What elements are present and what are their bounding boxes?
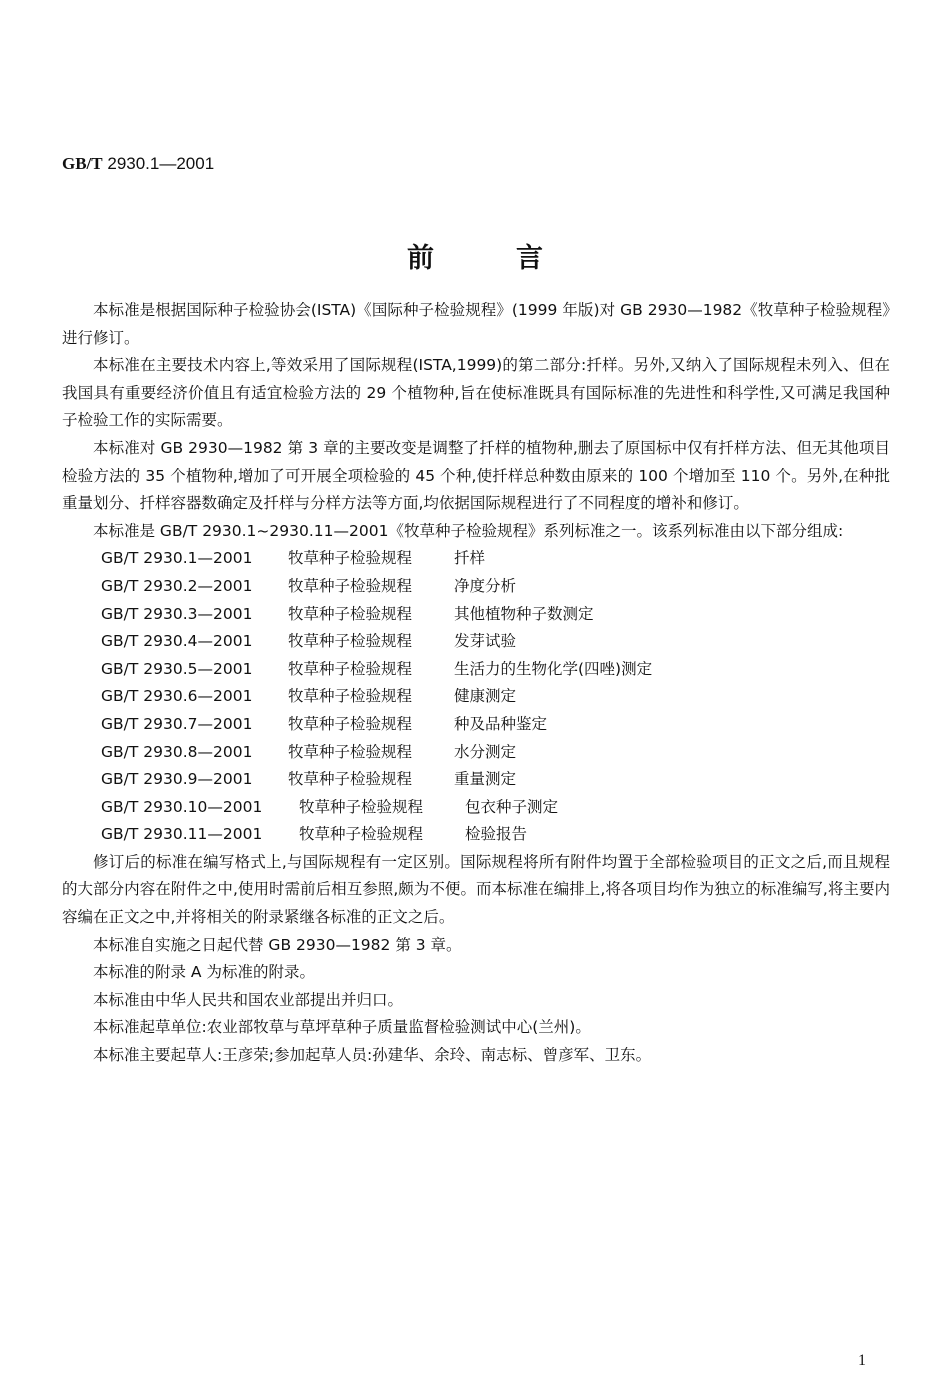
series-parts-list (62, 545, 890, 849)
list-item (101, 628, 890, 656)
part-topic: 其他植物种子数测定 (454, 604, 594, 623)
paragraph-appendix: 本标准的附录 A 为标准的附录。 (93, 963, 315, 982)
paragraph-proposer: 本标准由中华人民共和国农业部提出并归口。 (93, 990, 404, 1009)
list-item (101, 601, 890, 629)
part-topic: 健康测定 (454, 687, 517, 706)
part-series: 牧草种子检验规程 (288, 576, 413, 595)
foreword-body (62, 297, 890, 1070)
list-item (101, 739, 890, 767)
part-series: 牧草种子检验规程 (288, 714, 413, 733)
part-code: GB/T 2930.2—2001 (101, 576, 253, 595)
part-series: 牧草种子检验规程 (288, 549, 413, 568)
part-code: GB/T 2930.11—2001 (101, 825, 263, 844)
part-topic: 扦样 (454, 549, 486, 568)
part-topic: 重量测定 (454, 770, 517, 789)
part-code: GB/T 2930.4—2001 (101, 632, 253, 651)
part-code: GB/T 2930.3—2001 (101, 604, 253, 623)
list-item (101, 545, 890, 573)
standard-number (62, 154, 214, 174)
part-code: GB/T 2930.10—2001 (101, 797, 263, 816)
list-item (101, 794, 890, 822)
part-code: GB/T 2930.9—2001 (101, 770, 253, 789)
part-series: 牧草种子检验规程 (299, 797, 424, 816)
part-code: GB/T 2930.1—2001 (101, 549, 253, 568)
part-code: GB/T 2930.8—2001 (101, 742, 253, 761)
paragraph-drafters: 本标准主要起草人:王彦荣;参加起草人员:孙建华、余玲、南志标、曾彦军、卫东。 (93, 1046, 652, 1065)
part-topic: 净度分析 (454, 576, 517, 595)
part-topic: 包衣种子测定 (465, 797, 559, 816)
list-item (101, 821, 890, 849)
part-topic: 生活力的生物化学(四唑)测定 (454, 659, 653, 678)
paragraph-supersedes: 本标准自实施之日起代替 GB 2930—1982 第 3 章。 (93, 935, 462, 954)
part-topic: 检验报告 (465, 825, 528, 844)
paragraph-series: 本标准是 GB/T 2930.1~2930.11—2001《牧草种子检验规程》系列标准之一。该系列标准由以下部分组成: (93, 521, 844, 540)
list-item (101, 711, 890, 739)
paragraph-drafting-unit: 本标准起草单位:农业部牧草与草坪草种子质量监督检验测试中心(兰州)。 (93, 1018, 591, 1037)
page-title: 前言 (407, 243, 625, 274)
list-item (101, 766, 890, 794)
page-number: 1 (858, 1352, 866, 1369)
part-series: 牧草种子检验规程 (288, 632, 413, 651)
part-series: 牧草种子检验规程 (288, 604, 413, 623)
part-code: GB/T 2930.7—2001 (101, 714, 253, 733)
part-series: 牧草种子检验规程 (288, 659, 413, 678)
standard-prefix: GB/T (62, 154, 103, 173)
paragraph-changes: 本标准对 GB 2930—1982 第 3 章的主要改变是调整了扦样的植物种,删去了原国标中仅有扦样方法、但无其他项目检验方法的 35 个植物种,增加了可开展全项检验的 45 个种,使扦样总种数由原来的 100 个增加至 110 个。另外,在种批重量划分、扦样容器数确定及扦样与分样方法等方面,均依据国际规程进行了不同程度的增补和修订。 (62, 438, 890, 513)
part-code: GB/T 2930.5—2001 (101, 659, 253, 678)
part-series: 牧草种子检验规程 (288, 742, 413, 761)
part-topic: 水分测定 (454, 742, 517, 761)
list-item (101, 656, 890, 684)
paragraph-format: 修订后的标准在编写格式上,与国际规程有一定区别。国际规程将所有附件均置于全部检验项目的正文之后,而且规程的大部分内容在附件之中,使用时需前后相互参照,颇为不便。而本标准在编排上,将各项目均作为独立的标准编写,将主要内容编在正文之中,并将相关的附录紧继各标准的正文之后。 (62, 852, 890, 927)
list-item (101, 683, 890, 711)
part-series: 牧草种子检验规程 (288, 687, 413, 706)
list-item (101, 573, 890, 601)
part-code: GB/T 2930.6—2001 (101, 687, 253, 706)
part-topic: 种及品种鉴定 (454, 714, 548, 733)
part-series: 牧草种子检验规程 (288, 770, 413, 789)
paragraph-intro: 本标准是根据国际种子检验协会(ISTA)《国际种子检验规程》(1999 年版)对 GB 2930—1982《牧草种子检验规程》进行修订。 (62, 301, 890, 347)
part-topic: 发芽试验 (454, 632, 517, 651)
part-series: 牧草种子检验规程 (299, 825, 424, 844)
paragraph-technical-content: 本标准在主要技术内容上,等效采用了国际规程(ISTA,1999)的第二部分:扦样。另外,又纳入了国际规程未列入、但在我国具有重要经济价值且有适宜检验方法的 29 个植物种,旨在使标准既具有国际标准的先进性和科学性,又可满足我国种子检验工作的实际需要。 (62, 356, 890, 430)
standard-code: 2930.1—2001 (107, 154, 215, 173)
